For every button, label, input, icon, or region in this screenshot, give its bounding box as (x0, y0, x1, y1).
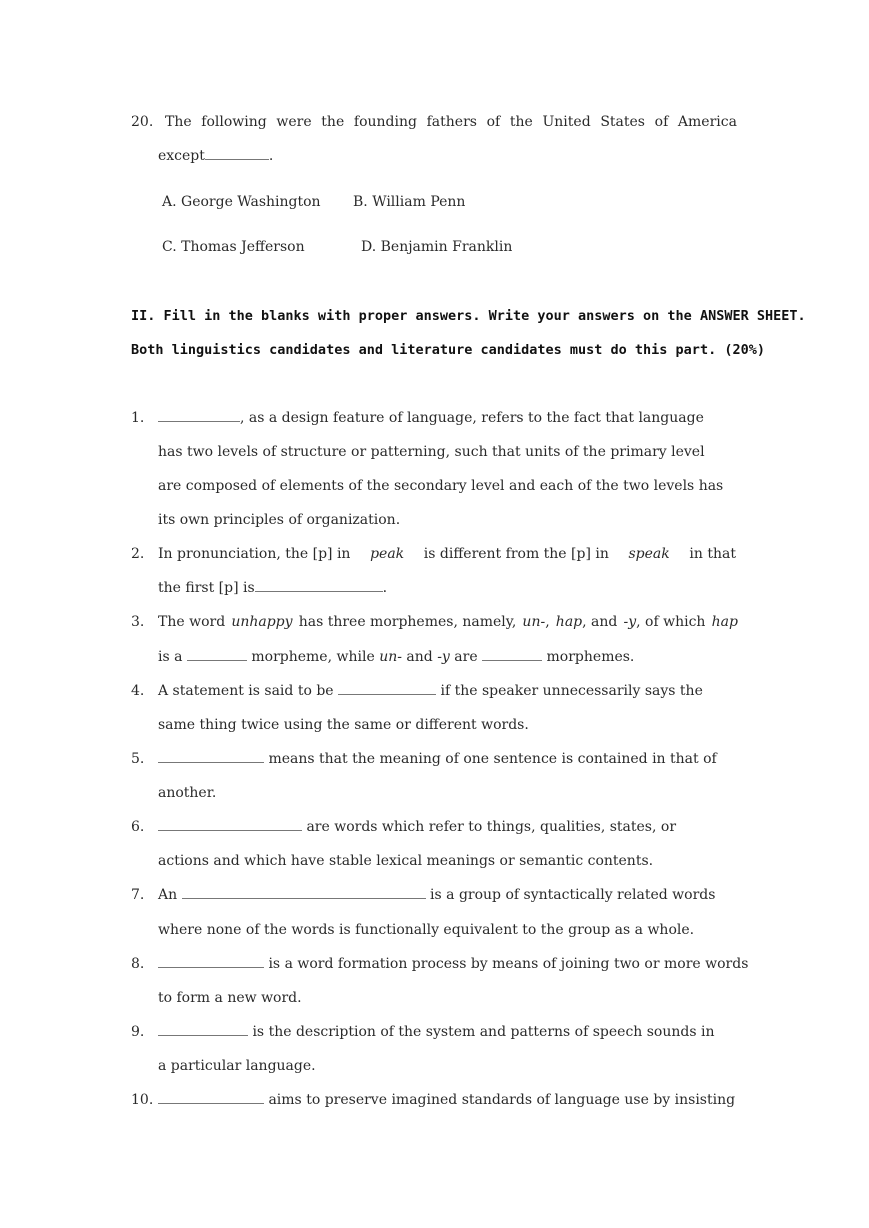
item-text (158, 682, 703, 700)
item-text: are composed of elements of the secondary level and each of the two levels has (158, 478, 724, 494)
answer-blank (187, 648, 247, 661)
item-text-part: is a (158, 649, 183, 665)
item-text-part: means that the meaning of one sentence is contained in that of (268, 751, 717, 767)
item-text (158, 648, 634, 666)
item-number: 9. (131, 1024, 145, 1040)
answer-blank (338, 682, 436, 695)
item-text-part: and (406, 649, 433, 665)
question-word: following (201, 114, 267, 130)
question-word: fathers (426, 114, 477, 130)
item-text-part: In pronunciation, the [p] in (158, 546, 351, 562)
question-text (158, 147, 273, 165)
item-number: 1. (131, 410, 145, 426)
item-text-part: is different from the [p] in (423, 546, 609, 562)
item-text: has two levels of structure or patterning, such that units of the primary level (158, 444, 705, 460)
item-text-part: is a group of syntactically related words (430, 887, 716, 903)
item-term: hap (555, 614, 583, 630)
option-d: D. Benjamin Franklin (361, 239, 513, 255)
item-text-part: is a word formation process by means of joining two or more words (268, 956, 749, 972)
answer-blank (158, 1023, 248, 1036)
item-term: -y (437, 649, 450, 665)
item-text: to form a new word. (158, 990, 302, 1006)
question-word: United (542, 114, 591, 130)
question-text (165, 113, 737, 131)
item-text (158, 750, 717, 768)
question-text-part: except (158, 148, 205, 164)
question-word: the (321, 114, 345, 130)
item-text: where none of the words is functionally equivalent to the group as a whole. (158, 922, 695, 938)
item-text (158, 818, 676, 836)
item-number: 5. (131, 751, 145, 767)
item-text: its own principles of organization. (158, 512, 401, 528)
item-number: 4. (131, 683, 145, 699)
item-term: peak (370, 546, 405, 562)
option-b: B. William Penn (353, 194, 466, 210)
item-text (158, 1023, 715, 1041)
question-word: of (654, 114, 669, 130)
item-text (158, 579, 387, 597)
item-text-part: in that (689, 546, 736, 562)
item-number: 8. (131, 956, 145, 972)
item-text-part: morphemes. (546, 649, 635, 665)
question-word: founding (353, 114, 417, 130)
item-text (158, 613, 738, 631)
item-term: speak (628, 546, 670, 562)
item-text: same thing twice using the same or different words. (158, 717, 529, 733)
item-number: 6. (131, 819, 145, 835)
answer-blank (182, 886, 426, 899)
answer-blank (205, 147, 269, 160)
item-term: hap (711, 614, 738, 630)
item-text-part: . (382, 580, 388, 596)
item-text (158, 955, 748, 973)
item-term: -y (623, 614, 637, 630)
question-word: were (276, 114, 312, 130)
item-text-part: aims to preserve imagined standards of language use by insisting (268, 1092, 736, 1108)
option-a: A. George Washington (162, 194, 321, 210)
item-text (158, 409, 704, 427)
item-term: unhappy (231, 614, 293, 630)
item-text (158, 1091, 735, 1109)
answer-blank (255, 579, 383, 592)
answer-blank (482, 648, 542, 661)
answer-blank (158, 955, 264, 968)
question-word: The (165, 114, 192, 130)
item-number: 2. (131, 546, 145, 562)
item-text-part: The word (158, 614, 226, 630)
question-word: States (600, 114, 645, 130)
item-text-part: An (158, 887, 178, 903)
item-text-part: morpheme, while (251, 649, 375, 665)
item-text (158, 886, 715, 904)
item-text-part: if the speaker unnecessarily says the (440, 683, 703, 699)
item-number: 3. (131, 614, 145, 630)
item-text-part: has three morphemes, namely, (298, 614, 517, 630)
item-text-part: , as a design feature of language, refers to the fact that language (240, 410, 704, 426)
question-word: America (677, 114, 737, 130)
item-text: a particular language. (158, 1058, 316, 1074)
item-text-part: are (454, 649, 478, 665)
item-text-part: is the description of the system and patterns of speech sounds in (252, 1024, 715, 1040)
item-text-part: A statement is said to be (158, 683, 334, 699)
item-number: 7. (131, 887, 145, 903)
item-text (158, 545, 736, 563)
item-text-part: , (545, 614, 550, 630)
item-text-part: are words which refer to things, qualities, states, or (306, 819, 677, 835)
item-text-part: , of which (636, 614, 706, 630)
section-heading: II. Fill in the blanks with proper answers. Write your answers on the ANSWER SHEET. (131, 308, 806, 324)
answer-blank (158, 818, 302, 831)
option-c: C. Thomas Jefferson (162, 239, 305, 255)
answer-blank (158, 409, 240, 422)
question-word: of (486, 114, 501, 130)
question-number: 20. (131, 114, 154, 130)
item-term: un- (522, 614, 546, 630)
question-word: the (509, 114, 533, 130)
item-text: actions and which have stable lexical meanings or semantic contents. (158, 853, 654, 869)
answer-blank (158, 750, 264, 763)
item-text-part: the first [p] is (158, 580, 255, 596)
item-text: another. (158, 785, 217, 801)
section-instructions: Both linguistics candidates and literature candidates must do this part. (20%) (131, 342, 765, 358)
question-text-part: . (268, 148, 274, 164)
item-term: un- (379, 649, 402, 665)
item-number: 10. (131, 1092, 154, 1108)
answer-blank (158, 1091, 264, 1104)
item-text-part: , and (582, 614, 618, 630)
